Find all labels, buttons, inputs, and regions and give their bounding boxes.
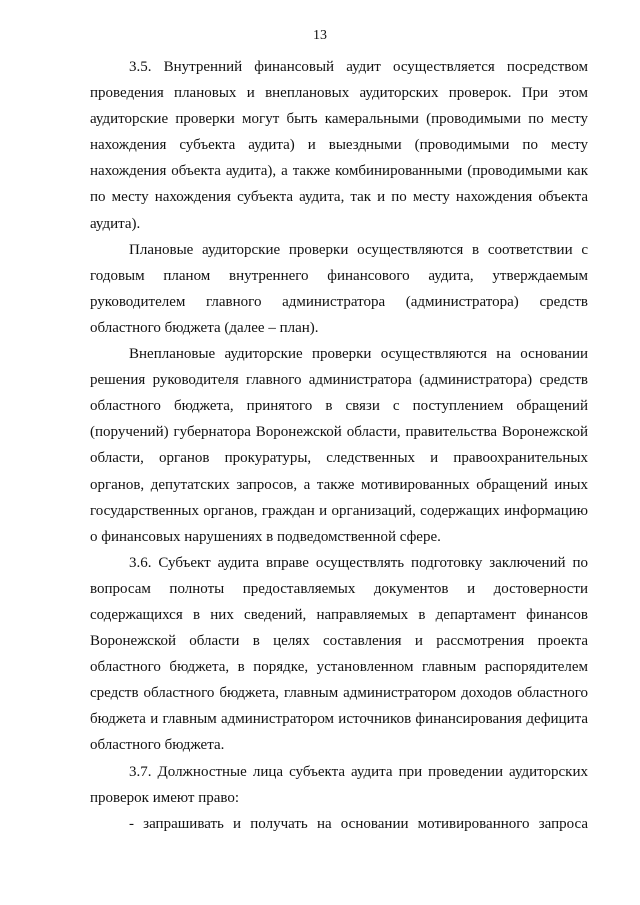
- paragraph-unplanned-audits: Внеплановые аудиторские проверки осуществляются на основании решения руководителя главного администратора (администратора) средств областного бюджета, принятого в связи с поступлением обращений (поручений) губернатора Воронежской области, правительства Воронежской области, органов прокуратуры, следственных и правоохранительных органов, депутатских запросов, а также мотивированных обращений иных государственных органов, граждан и организаций, содержащих информацию о финансовых нарушениях в подведомственной сфере.: [90, 346, 588, 545]
- paragraph-3-7: 3.7. Должностные лица субъекта аудита при проведении аудиторских проверок имеют право:: [90, 763, 588, 806]
- page-number: 13: [313, 28, 327, 43]
- page-body: [90, 54, 588, 837]
- paragraph-list-item: - запрашивать и получать на основании мотивированного запроса: [129, 815, 588, 832]
- paragraph-3-6: 3.6. Субъект аудита вправе осуществлять подготовку заключений по вопросам полноты предоставляемых документов и достоверности содержащихся в них сведений, направляемых в департамент финансов Воронежской области в целях составления и рассмотрения проекта областного бюджета, в порядке, установленном главным распорядителем средств областного бюджета, главным администратором доходов областного бюджета и главным администратором источников финансирования дефицита областного бюджета.: [90, 554, 588, 754]
- paragraph-3-5: 3.5. Внутренний финансовый аудит осуществляется посредством проведения плановых и внеплановых аудиторских проверок. При этом аудиторские проверки могут быть камеральными (проводимыми по месту нахождения субъекта аудита) и выездными (проводимыми по месту нахождения объекта аудита), а также комбинированными (проводимыми как по месту нахождения субъекта аудита, так и по месту нахождения объекта аудита).: [90, 59, 588, 232]
- paragraph-planned-audits: Плановые аудиторские проверки осуществляются в соответствии с годовым планом внутреннего финансового аудита, утверждаемым руководителем главного администратора (администратора) средств областного бюджета (далее – план).: [90, 241, 588, 336]
